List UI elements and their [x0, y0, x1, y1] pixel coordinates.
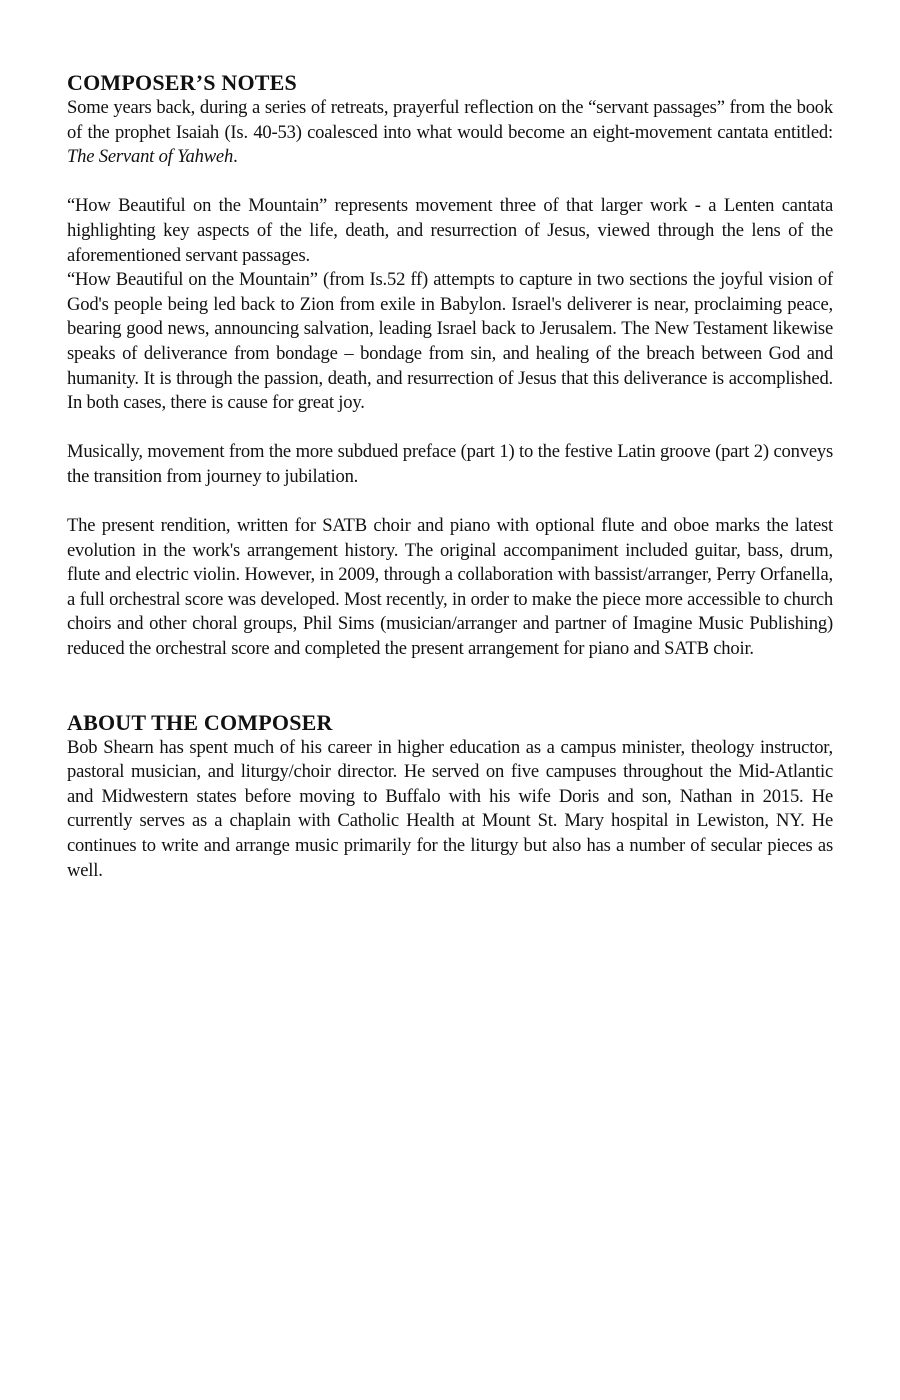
paragraph-gap — [67, 490, 833, 515]
notes-paragraph-5: The present rendition, written for SATB choir and piano with optional flute and oboe marks the latest evolution in the work's arrangement history. The original accompaniment included guitar, bass, drum, flute and electric violin. However, in 2009, through a collaboration with bassist/arranger, Perry Orfanella, a full orchestral score was developed. Most recently, in order to make the piece more accessible to church choirs and other choral groups, Phil Sims (musician/arranger and partner of Imagine Music Publishing) reduced the orchestral score and completed the present arrangement for piano and SATB choir. — [67, 515, 833, 660]
paragraph-gap — [67, 170, 833, 195]
about-paragraph-1: Bob Shearn has spent much of his career in higher education as a campus minister, theology instructor, pastoral musician, and liturgy/choir director. He served on five campuses throughout the Mid-Atlantic and Midwestern states before moving to Buffalo with his wife Doris and son, Nathan in 2015. He currently serves as a chaplain with Catholic Health at Mount St. Mary hospital in Lewiston, NY. He continues to write and arrange music primarily for the liturgy but also has a number of secular pieces as well. — [67, 736, 833, 881]
notes-paragraph-3: “How Beautiful on the Mountain” (from Is.52 ff) attempts to capture in two sections the joyful vision of God's people being led back to Zion from exile in Babylon. Israel's deliverer is near, proclaiming peace, bearing good news, announcing salvation, leading Israel back to Jerusalem. The New Testament likewise speaks of deliverance from bondage – bondage from sin, and healing of the breach between God and humanity. It is through the passion, death, and resurrection of Jesus that this deliverance is accomplished. In both cases, there is cause for great joy. — [67, 269, 833, 414]
section-gap — [67, 662, 833, 710]
cantata-title: The Servant of Yahweh — [67, 146, 234, 168]
about-composer-section — [67, 710, 833, 884]
notes-paragraph-1 — [67, 96, 833, 170]
notes-paragraph-2: “How Beautiful on the Mountain” represents movement three of that larger work - a Lenten cantata highlighting key aspects of the life, death, and resurrection of Jesus, viewed through the lens of the aforementioned servant passages. — [67, 195, 833, 266]
document-page — [67, 70, 833, 883]
composers-notes-heading: COMPOSER’S NOTES — [67, 70, 297, 95]
notes-paragraph-1-end: . — [233, 146, 238, 168]
paragraph-gap — [67, 416, 833, 441]
about-composer-heading: ABOUT THE COMPOSER — [67, 709, 333, 735]
notes-paragraph-4: Musically, movement from the more subdued preface (part 1) to the festive Latin groove (part 2) conveys the transition from journey to jubilation. — [67, 441, 833, 487]
composers-notes-section — [67, 70, 833, 662]
notes-paragraph-1-text: Some years back, during a series of retreats, prayerful reflection on the “servant passages” from the book of the prophet Isaiah (Is. 40-53) coalesced into what would become an eight-movement cantata entitled: — [67, 97, 833, 143]
